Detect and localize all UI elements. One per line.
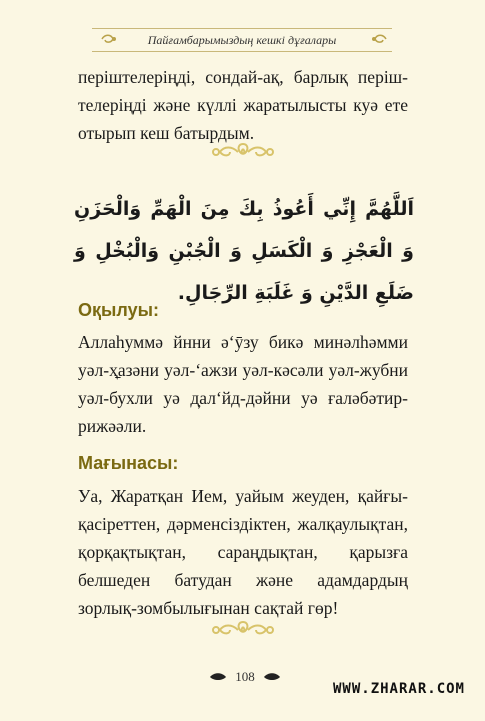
running-title: Пайғамбарымыздың кешкі дұғалары <box>147 32 337 47</box>
footer-ornament-left-icon <box>209 672 227 682</box>
intro-paragraph: періштелеріңді, сондай-ақ, барлық періштелеріңді және күллі жаратылысты куә ете отырып кеш батырдым. <box>78 67 408 143</box>
watermark: WWW.ZHARAR.COM <box>332 681 465 697</box>
header-ornament-right-icon <box>370 30 388 48</box>
page-number: 108 <box>235 669 255 684</box>
header-ornament-left-icon <box>100 30 118 48</box>
ornament-divider-bottom-icon <box>208 618 278 642</box>
meaning-paragraph: Уа, Жаратқан Ием, уайым жеуден, қайғы-қасіреттен, дәрменсіздіктен, жалқаулықтан, қорқақтықтан, сараңдықтан, қарызға белшеден батудан және адамдардың зорлық-зомбылығынан сақтай гөр! <box>78 486 408 618</box>
arabic-dua: اَللَّهُمَّ إِنِّي أَعُوذُ بِكَ مِنَ الْهَمِّ وَالْحَزَنِ وَ الْعَجْزِ وَ الْكَسَلِ وَ الْجُبْنِ وَالْبُخْلِ وَ ضَلَعِ الدَّيْنِ وَ غَلَبَةِ الرِّجَالِ. <box>74 198 414 304</box>
footer-ornament-right-icon <box>263 672 281 682</box>
reading-paragraph: Аллаһуммә йнни ә‘ӯзу бикә минәлһәмми уәл-ҳ̱азәни уәл-‘ажзи уәл-кәсәли уәл-жубни уәл-бухли уә д̦ал‘йд-дәйни уә ғаләбәтир-рижәәли. <box>78 332 408 436</box>
running-header <box>92 28 392 52</box>
reading-heading: Оқылуы: <box>78 300 159 320</box>
page-footer <box>200 668 290 686</box>
meaning-heading: Мағынасы: <box>78 453 179 473</box>
ornament-divider-icon <box>208 140 278 164</box>
